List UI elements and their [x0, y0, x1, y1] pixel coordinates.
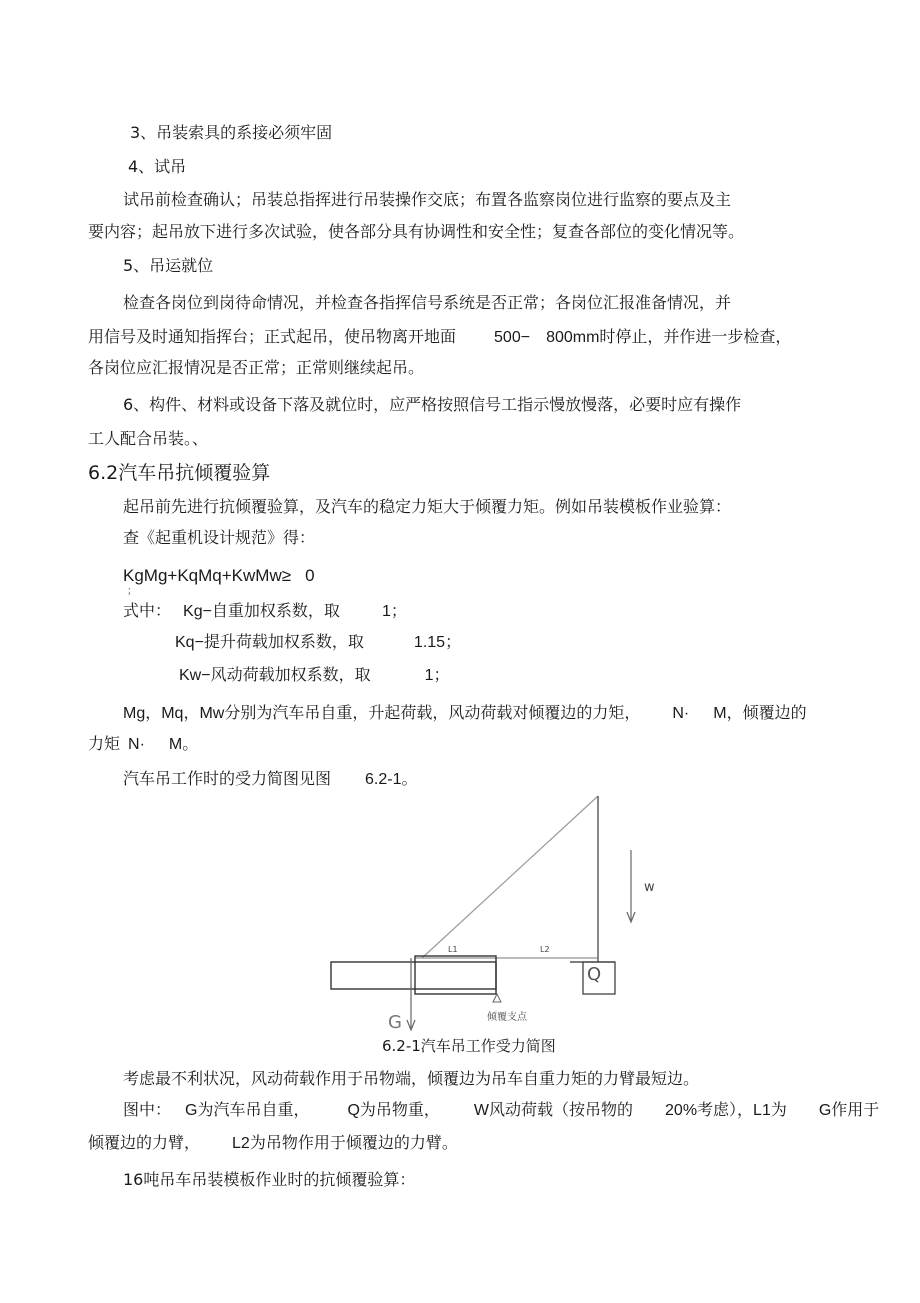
formula-lhs: KgMg+KqMq+KwMw≥: [123, 566, 292, 585]
paragraph-line: 试吊前检查确认；吊装总指挥进行吊装操作交底；布置各监察岗位进行监察的要点及主: [123, 190, 732, 209]
label-w: w: [644, 880, 655, 895]
paragraph-line: 要内容；起吊放下进行多次试验，使各部分具有协调性和安全性；复查各部位的变化情况等。: [88, 222, 745, 241]
text-run: N·: [128, 736, 145, 753]
text-run: 倾覆边的力臂，: [88, 1133, 201, 1152]
text-run: 力矩: [88, 734, 121, 753]
text-run: 式中：: [123, 601, 172, 620]
text-run: Kw−风动荷载加权系数，取: [179, 667, 371, 684]
paragraph-line: 6、构件、材料或设备下落及就位时，应严格按照信号工指示慢放慢落，必要时应有操作: [123, 395, 742, 414]
item-trial-lift: 4、试吊: [128, 157, 187, 176]
paragraph-line: 检查各岗位到岗待命情况，并检查各指挥信号系统是否正常；各岗位汇报准备情况，并: [123, 293, 732, 312]
label-g: G: [388, 1012, 402, 1033]
text-run: M。: [168, 736, 199, 753]
paragraph-line: 各岗位应汇报情况是否正常；正常则继续起吊。: [88, 358, 425, 377]
text-run: M，倾覆边的: [713, 705, 807, 722]
paragraph-line: 起吊前先进行抗倾覆验算，及汽车的稳定力矩大于倾覆力矩。例如吊装模板作业验算：: [123, 497, 732, 516]
boom-line: [422, 796, 598, 958]
label-pivot: 倾覆支点: [487, 1012, 527, 1023]
paragraph-line: 工人配合吊装。、: [88, 429, 209, 448]
text-run: L2为吊物作用于倾覆边的力臂。: [232, 1135, 458, 1152]
label-l1: L1: [448, 945, 458, 954]
text-run: N·: [672, 705, 690, 722]
text-run: 汽车吊工作时的受力简图见图: [123, 769, 332, 788]
text-run: 1；: [424, 667, 450, 684]
truck-chassis: [331, 962, 496, 989]
text-run: 500−: [494, 329, 531, 346]
paragraph-line: [123, 1100, 879, 1121]
paragraph-line: 考虑最不利状况，风动荷载作用于吊物端，倾覆边为吊车自重力矩的力臂最短边。: [123, 1069, 700, 1088]
text-run: 用信号及时通知指挥台；正式起吊，使吊物离开地面: [88, 327, 457, 346]
paragraph-line: [88, 1133, 458, 1154]
item-hoist-position: 5、吊运就位: [123, 256, 214, 275]
text-run: 1.15；: [413, 634, 462, 651]
pivot-triangle: [493, 994, 501, 1002]
text-run: G作用于: [818, 1102, 880, 1119]
text-run: 图中：: [123, 1100, 172, 1119]
section-heading: 6.2汽车吊抗倾覆验算: [88, 462, 271, 484]
text-run: 6.2-1。: [365, 771, 418, 788]
label-l2: L2: [540, 945, 550, 954]
text-run: Kq−提升荷载加权系数，取: [175, 634, 364, 651]
label-q: Q: [587, 964, 602, 985]
paragraph-line: 查《起重机设计规范》得：: [123, 528, 316, 547]
text-run: 20%考虑），L1为: [665, 1102, 787, 1119]
figure-caption: 6.2-1汽车吊工作受力简图: [382, 1037, 556, 1055]
text-run: W风动荷载（按吊物的: [473, 1102, 634, 1119]
text-run: Mg，Mq，Mw分别为汽车吊自重，升起荷载，风动荷载对倾覆边的力矩，: [123, 705, 641, 722]
paragraph-line: 16吨吊车吊装模板作业时的抗倾覆验算：: [123, 1170, 416, 1189]
text-run: Kg−自重加权系数，取: [183, 603, 340, 620]
item-rigging: 3、吊装索具的系接必须牢固: [130, 123, 333, 142]
text-run: G为汽车吊自重，: [185, 1102, 310, 1119]
formula-mark: ；: [127, 586, 137, 597]
text-run: 1；: [381, 603, 407, 620]
formula-rhs: 0: [305, 566, 315, 585]
text-run: Q为吊物重，: [347, 1102, 440, 1119]
text-run: 800mm时停止，并作进一步检查，: [546, 329, 792, 346]
